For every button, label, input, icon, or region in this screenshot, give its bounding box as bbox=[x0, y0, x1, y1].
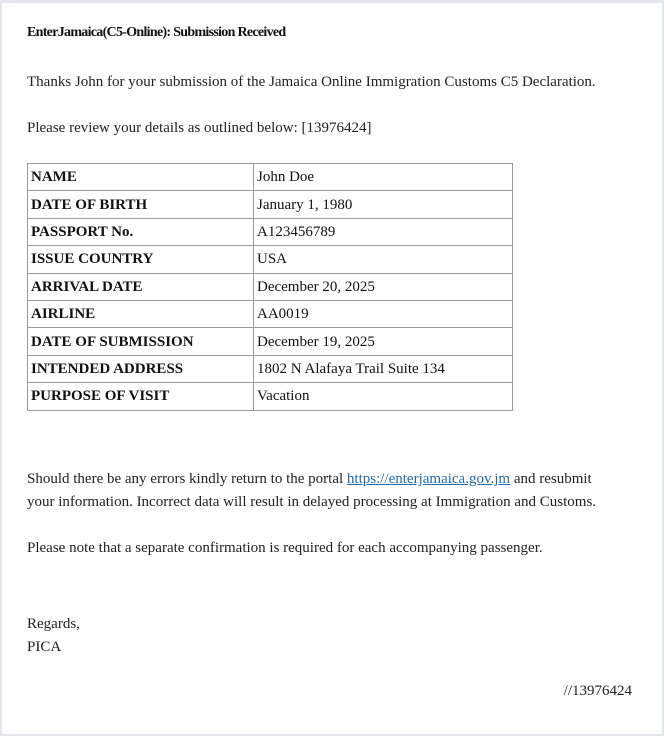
detail-value: John Doe bbox=[254, 164, 513, 191]
table-row bbox=[28, 191, 513, 218]
detail-value: December 19, 2025 bbox=[254, 328, 513, 355]
note-paragraph: Please note that a separate confirmation is required for each accompanying passenger. bbox=[27, 540, 543, 556]
detail-value: USA bbox=[254, 246, 513, 273]
table-row bbox=[28, 383, 513, 410]
signature-text: PICA bbox=[27, 639, 62, 655]
detail-label: PASSPORT No. bbox=[28, 218, 254, 245]
table-row bbox=[28, 355, 513, 382]
email-body bbox=[2, 3, 662, 734]
detail-value: A123456789 bbox=[254, 218, 513, 245]
detail-value: AA0019 bbox=[254, 300, 513, 327]
detail-label: ARRIVAL DATE bbox=[28, 273, 254, 300]
errors-text-after: and resubmit bbox=[513, 471, 592, 487]
reference-footer: //13976424 bbox=[563, 683, 632, 699]
detail-label: DATE OF SUBMISSION bbox=[28, 328, 254, 355]
table-row bbox=[28, 273, 513, 300]
table-row bbox=[28, 300, 513, 327]
errors-text-line2: your information. Incorrect data will result in delayed processing at Immigration and Customs. bbox=[27, 494, 597, 510]
table-row bbox=[28, 328, 513, 355]
thanks-paragraph: Thanks John for your submission of the Jamaica Online Immigration Customs C5 Declaration. bbox=[27, 74, 596, 90]
detail-label: PURPOSE OF VISIT bbox=[28, 383, 254, 410]
errors-text-before: Should there be any errors kindly return to the portal bbox=[27, 471, 344, 487]
detail-value: Vacation bbox=[254, 383, 513, 410]
detail-label: INTENDED ADDRESS bbox=[28, 355, 254, 382]
closing-block bbox=[27, 613, 80, 659]
errors-paragraph bbox=[27, 468, 596, 514]
review-paragraph: Please review your details as outlined below: [13976424] bbox=[27, 120, 372, 136]
table-row bbox=[28, 218, 513, 245]
detail-label: ISSUE COUNTRY bbox=[28, 246, 254, 273]
detail-label: NAME bbox=[28, 164, 254, 191]
closing-text: Regards, bbox=[27, 616, 80, 632]
table-row bbox=[28, 246, 513, 273]
detail-value: 1802 N Alafaya Trail Suite 134 bbox=[254, 355, 513, 382]
table-row bbox=[28, 164, 513, 191]
details-table bbox=[27, 163, 513, 411]
portal-link[interactable]: https://enterjamaica.gov.jm bbox=[346, 471, 511, 487]
detail-value: January 1, 1980 bbox=[254, 191, 513, 218]
detail-label: AIRLINE bbox=[28, 300, 254, 327]
email-subject: EnterJamaica(C5-Online): Submission Received bbox=[27, 25, 286, 40]
detail-value: December 20, 2025 bbox=[254, 273, 513, 300]
detail-label: DATE OF BIRTH bbox=[28, 191, 254, 218]
